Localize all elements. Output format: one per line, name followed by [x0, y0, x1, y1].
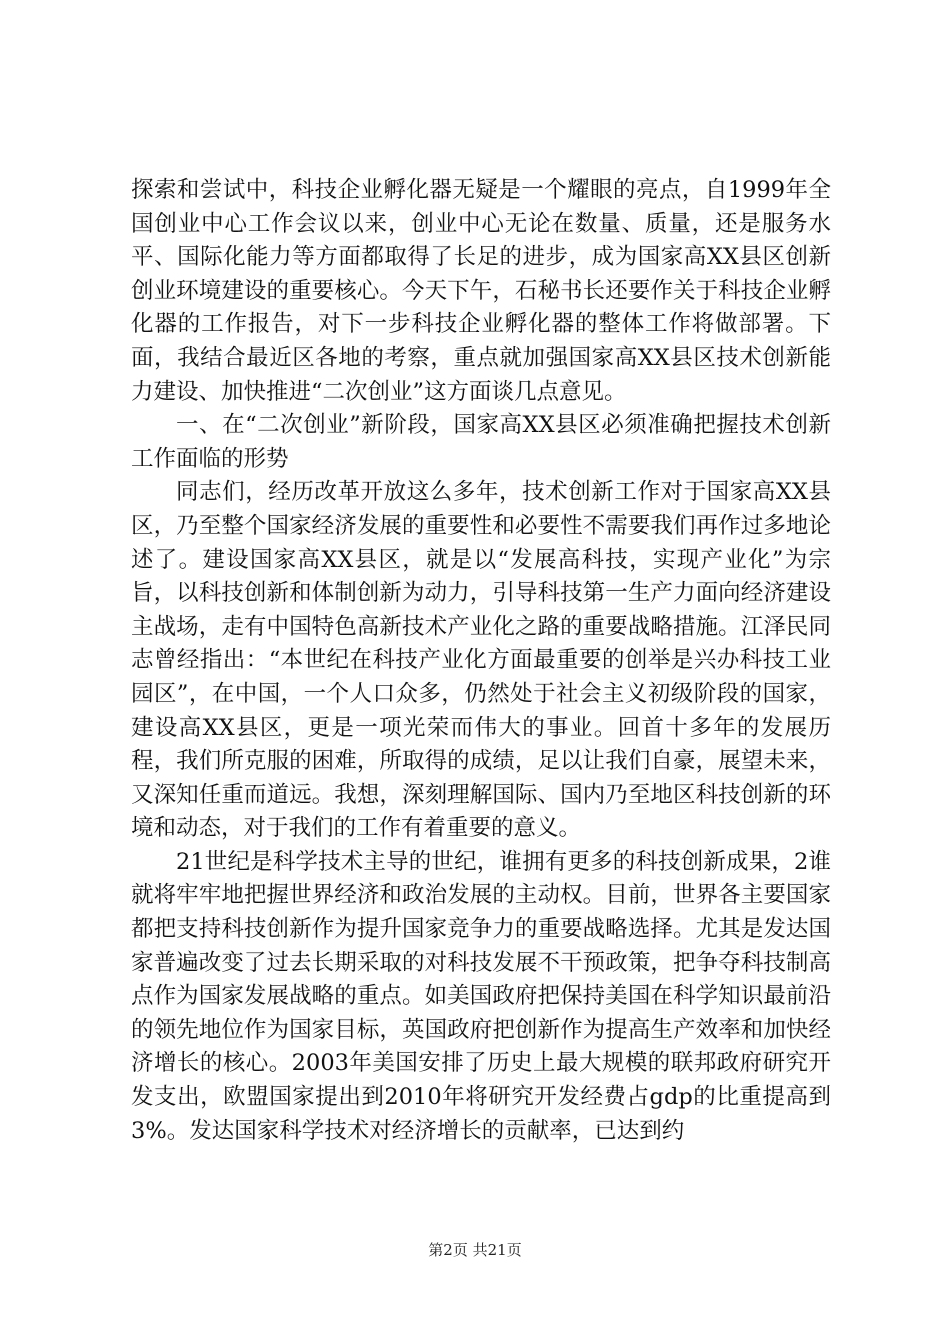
document-body	[131, 174, 831, 1148]
section-heading: 一、在“二次创业”新阶段，国家高XX县区必须准确把握技术创新工作面临的形势	[131, 412, 831, 472]
paragraph-2: 同志们，经历改革开放这么多年，技术创新工作对于国家高XX县区，乃至整个国家经济发展的重要性和必要性不需要我们再作过多地论述了。建设国家高XX县区，就是以“发展高科技，实现产业化”为宗旨，以科技创新和体制创新为动力，引导科技第一生产力面向经济建设主战场，走有中国特色高新技术产业化之路的重要战略措施。江泽民同志曾经指出：“本世纪在科技产业化方面最重要的创举是兴办科技工业园区”，在中国，一个人口众多，仍然处于社会主义初级阶段的国家，建设高XX县区，更是一项光荣而伟大的事业。回首十多年的发展历程，我们所克服的困难，所取得的成绩，足以让我们自豪，展望未来，又深知任重而道远。我想，深刻理解国际、国内乃至地区科技创新的环境和动态，对于我们的工作有着重要的意义。	[131, 479, 831, 842]
paragraph-3: 21世纪是科学技术主导的世纪，谁拥有更多的科技创新成果，2谁就将牢牢地把握世界经济和政治发展的主动权。目前，世界各主要国家都把支持科技创新作为提升国家竞争力的重要战略选择。尤其是发达国家普遍改变了过去长期采取的对科技发展不干预政策，把争夺科技制高点作为国家发展战略的重点。如美国政府把保持美国在科学知识最前沿的领先地位作为国家目标，英国政府把创新作为提高生产效率和加快经济增长的核心。2003年美国安排了历史上最大规模的联邦政府研究开发支出，欧盟国家提出到2010年将研究开发经费占gdp的比重提高到3%。发达国家科学技术对经济增长的贡献率，已达到约	[131, 848, 831, 1144]
page-footer: 第2页 共21页	[428, 1241, 522, 1259]
paragraph-1: 探索和尝试中，科技企业孵化器无疑是一个耀眼的亮点，自1999年全国创业中心工作会议以来，创业中心无论在数量、质量，还是服务水平、国际化能力等方面都取得了长足的进步，成为国家高XX县区创新创业环境建设的重要核心。今天下午，石秘书长还要作关于科技企业孵化器的工作报告，对下一步科技企业孵化器的整体工作将做部署。下面，我结合最近区各地的考察，重点就加强国家高XX县区技术创新能力建设、加快推进“二次创业”这方面谈几点意见。	[131, 177, 831, 405]
